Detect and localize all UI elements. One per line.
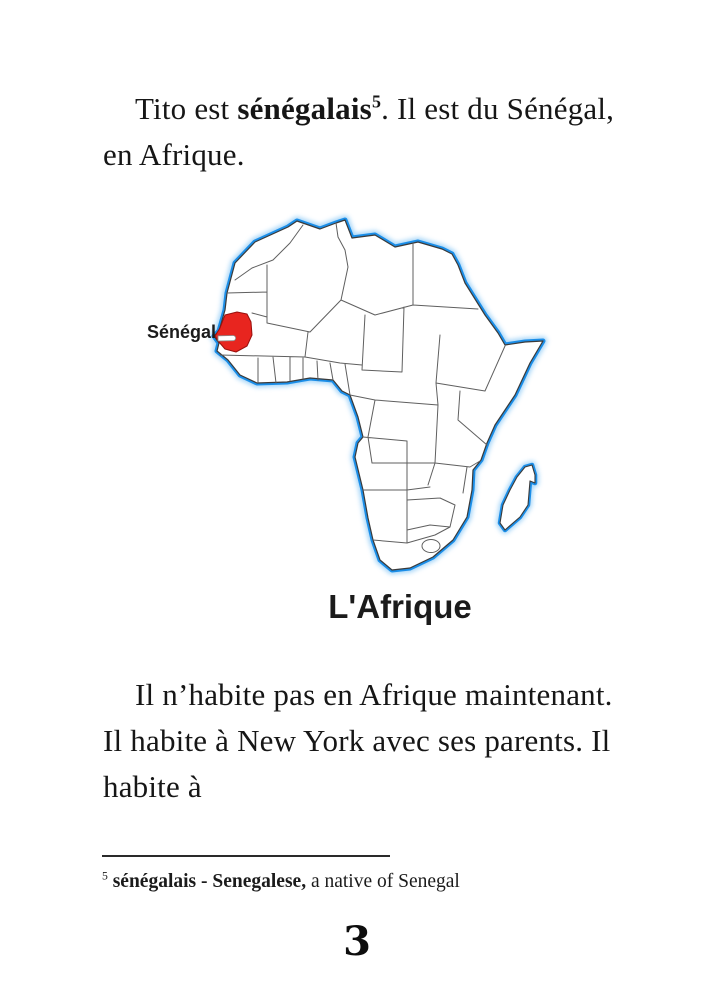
senegal-map-label: Sénégal: [146, 322, 216, 342]
footnote: [102, 869, 642, 895]
map-caption: L'Afrique: [328, 588, 472, 625]
paragraph-intro-after: . Il est du Sénégal, en Afrique.: [103, 91, 615, 172]
footnote-bold-text: sénégalais - Senegalese,: [112, 871, 307, 892]
footnote-divider: [102, 855, 390, 857]
africa-landmass: [214, 220, 543, 570]
africa-map: [140, 205, 570, 585]
paragraph-intro: [103, 86, 615, 178]
footnote-number: 5: [102, 869, 108, 883]
gambia-notch: [218, 335, 236, 341]
lesotho-shape: [422, 540, 440, 553]
footnote-reference: 5: [371, 91, 382, 112]
bold-vocab-word: sénégalais: [237, 91, 372, 126]
footnote-regular-text: a native of Senegal: [306, 871, 460, 892]
paragraph-intro-before: Tito est: [135, 91, 238, 126]
paragraph-body: Il n’habite pas en Afrique maintenant. Il habite à New York avec ses parents. Il habite à: [103, 677, 613, 804]
page-number: 3: [343, 918, 371, 965]
